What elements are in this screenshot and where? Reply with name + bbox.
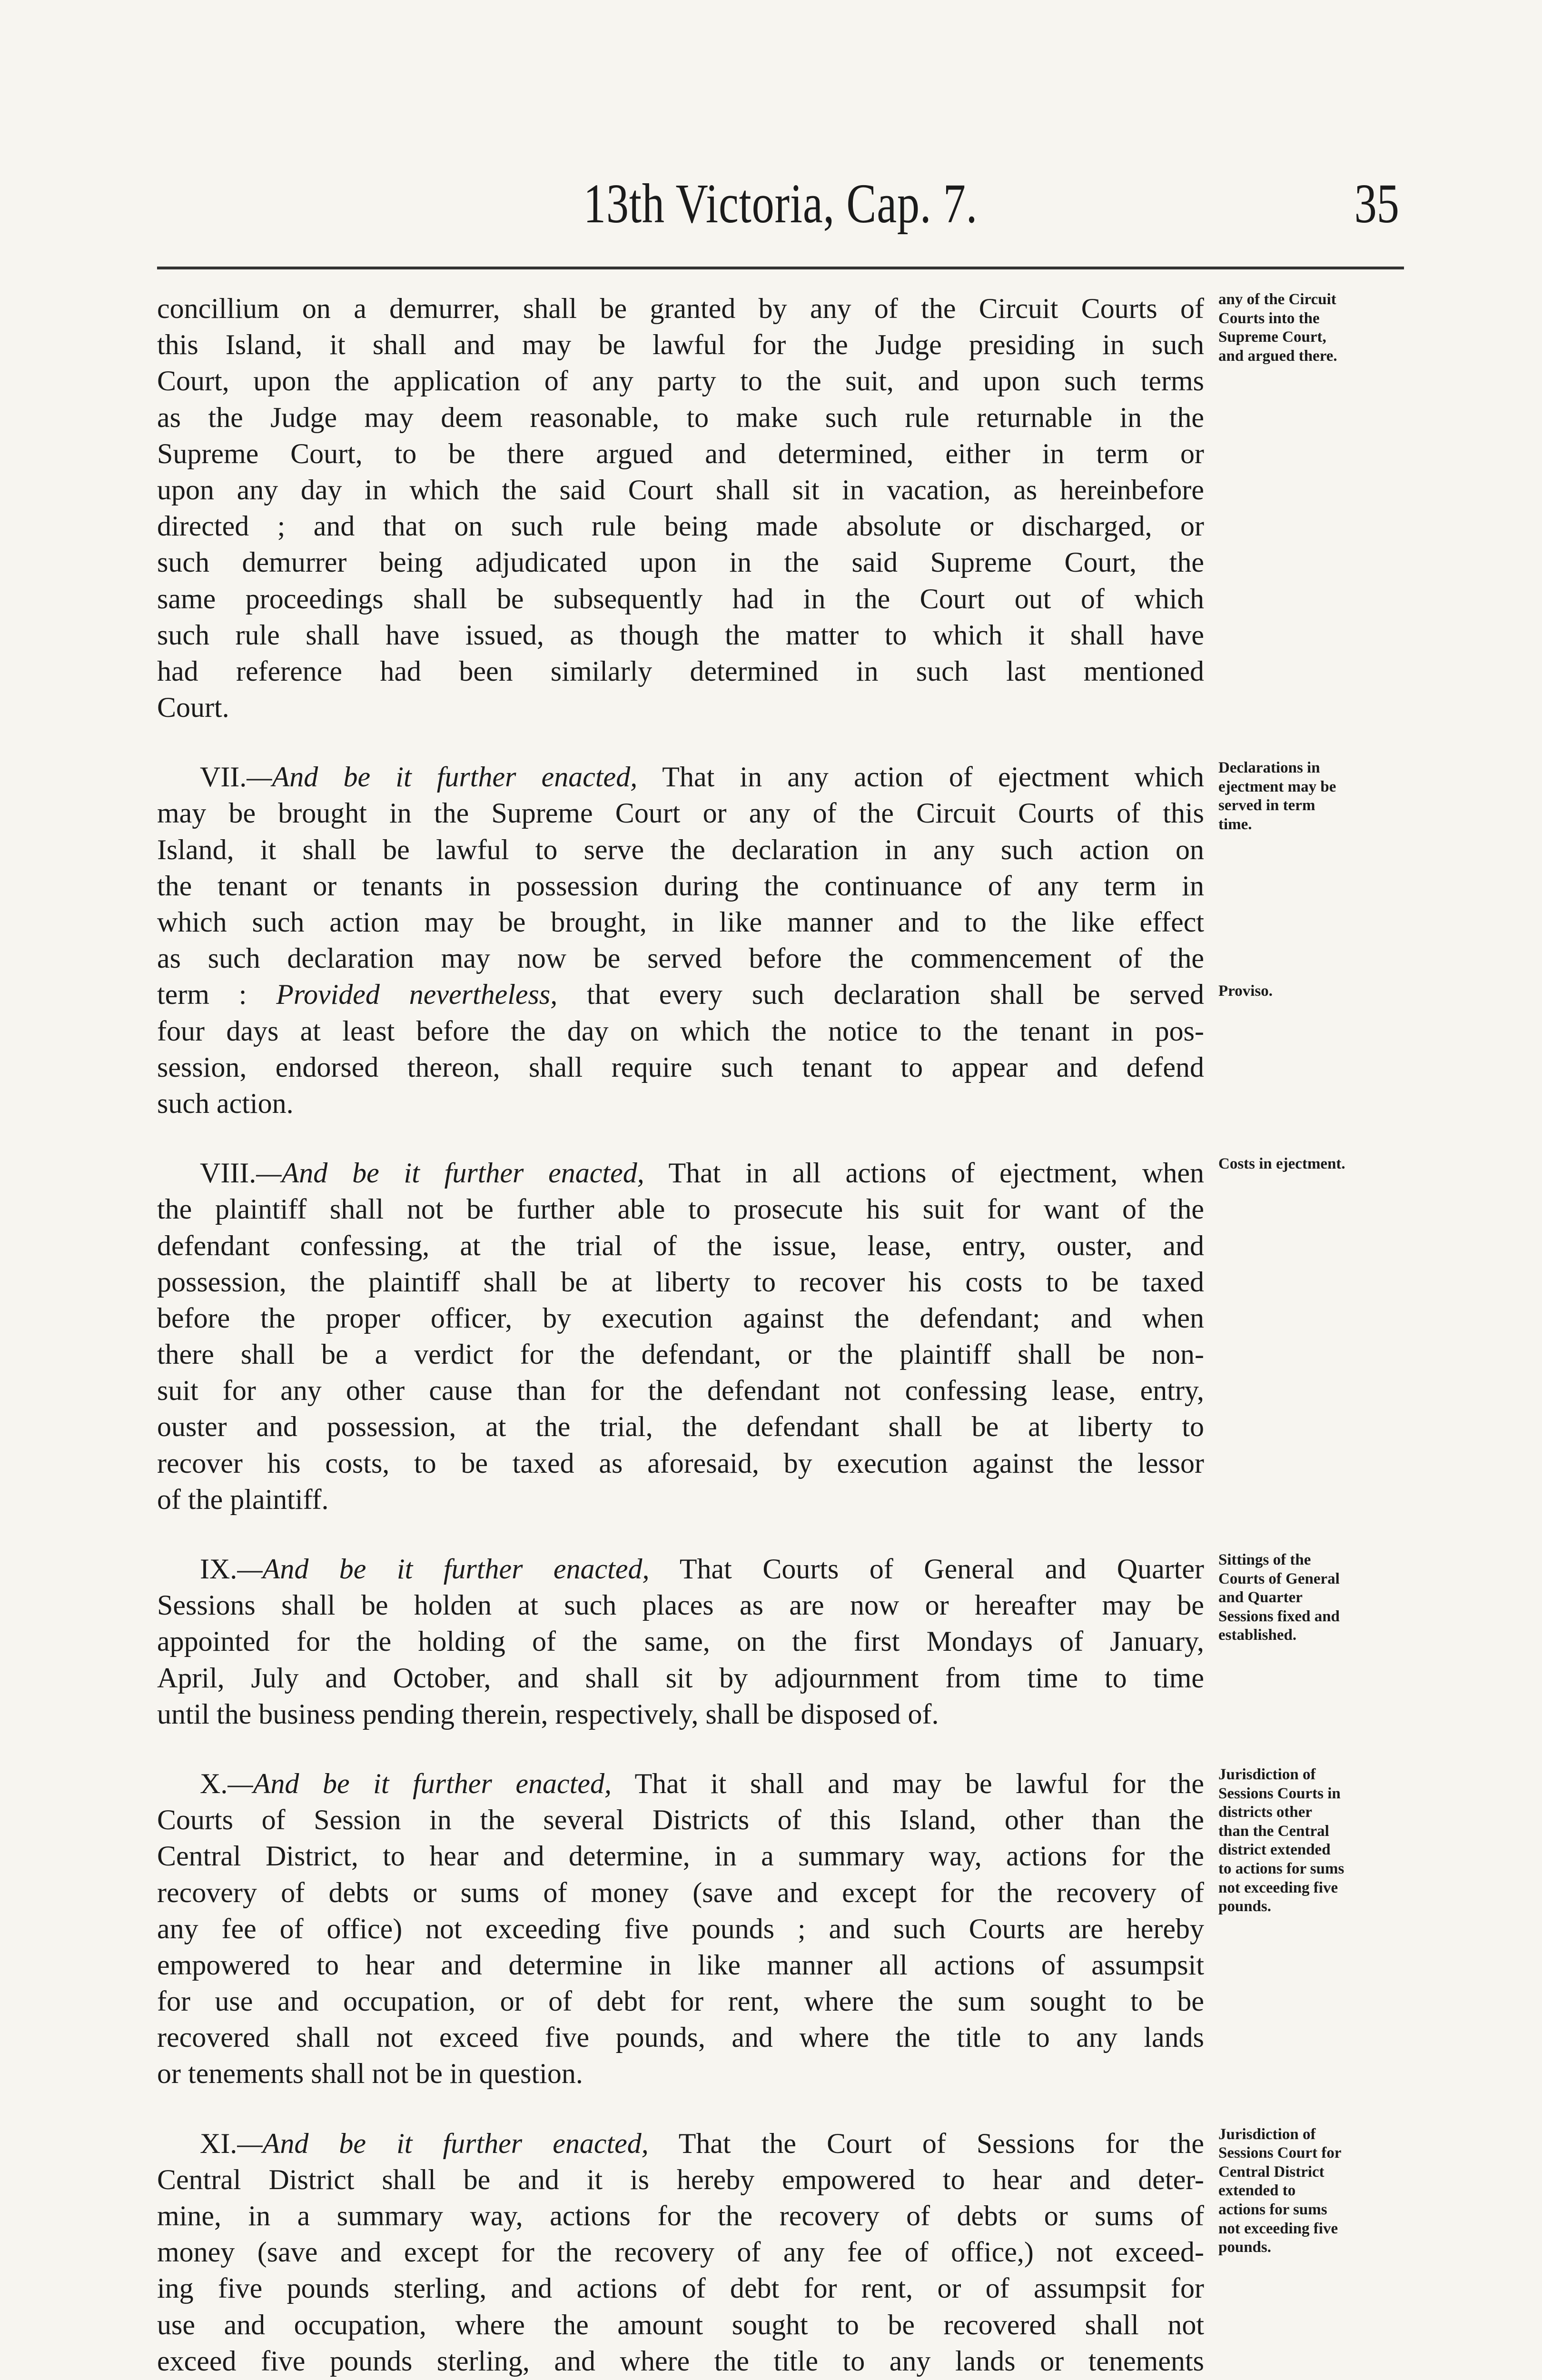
text-line: Courts of Session in the several Districts of this Island, other than the [157,1804,1204,1836]
margin-note-line: and Quarter [1218,1589,1303,1606]
section-numeral: XI. [200,2127,237,2159]
margin-note-proviso [1218,982,1418,1001]
text-line: recovery of debts or sums of money (save and except for the recovery of [157,1876,1204,1908]
section-first-line [157,759,1204,795]
margin-note-line: Declarations in [1218,759,1320,777]
line-text: That in all actions of ejectment, when [644,1157,1205,1189]
margin-note-line: and argued there. [1218,347,1337,365]
page-number: 35 [1354,172,1399,235]
margin-note-line: to actions for sums [1218,1860,1344,1877]
text-line: Island, it shall be lawful to serve the declaration in any such action on [157,833,1204,865]
text-line: appointed for the holding of the same, on the first Mondays of January, [157,1626,1204,1657]
text-line: any fee of office) not exceeding five pounds ; and such Courts are hereby [157,1913,1204,1944]
section-text [157,1765,1204,2092]
line-text: That it shall and may be lawful for the [611,1767,1204,1799]
text-line: upon any day in which the said Court shall sit in vacation, as hereinbefore [157,474,1204,506]
section-numeral: X. [200,1767,228,1799]
text-line: ing five pounds sterling, and actions of debt for rent, or of assumpsit for [157,2272,1204,2304]
margin-note-line: established. [1218,1626,1297,1644]
text-line: Court. [157,692,229,724]
text-line: April, July and October, and shall sit by adjournment from time to time [157,1662,1204,1694]
text-line: money (save and except for the recovery of any fee of office,) not exceed- [157,2236,1204,2268]
header-rule [157,267,1404,269]
section-text [157,1155,1204,1517]
text-line: recover his costs, to be taxed as aforesaid, by execution against the lessor [157,1447,1204,1479]
margin-note [1218,1551,1418,1645]
margin-note-line: districts other [1218,1804,1313,1821]
text-line: or tenements shall not be in question. [157,2058,583,2090]
text-line: suit for any other cause than for the defendant not confessing lease, entry, [157,1375,1204,1407]
margin-note-line: Central District [1218,2163,1325,2181]
text-line: such action. [157,1087,294,1119]
line-text: That Courts of General and Quarter [649,1553,1205,1585]
margin-note [1218,2125,1418,2257]
margin-note-line: Courts of General [1218,1570,1340,1587]
text-line: Central District shall be and it is hereby empowered to hear and deter- [157,2163,1204,2195]
line-text: That in any action of ejectment which [637,761,1205,793]
section-text [157,2125,1204,2380]
margin-note-line: Costs in ejectment. [1218,1155,1345,1173]
margin-note-line: district extended [1218,1841,1331,1859]
margin-note-line: ejectment may be [1218,778,1336,795]
statute-body [157,290,1409,2380]
text-line: this Island, it shall and may be lawful for the Judge presiding in such [157,329,1204,361]
margin-note-line: pounds. [1218,2239,1272,2256]
margin-note-line: Jurisdiction of [1218,2125,1316,2143]
text-line: Sessions shall be holden at such places as are now or hereafter may be [157,1589,1204,1621]
section-x [157,1765,1409,2092]
text-line: may be brought in the Supreme Court or any of the Circuit Courts of this [157,797,1204,829]
enacting-phrase: —And be it further enacted, [247,761,638,793]
section-numeral: VIII. [200,1157,257,1189]
text-line: same proceedings shall be subsequently had in the Court out of which [157,583,1204,615]
section-cont [157,290,1409,725]
margin-note [1218,759,1418,834]
section-viii [157,1155,1409,1517]
margin-note [1218,1155,1418,1174]
proviso-phrase: Provided nevertheless, [276,979,558,1011]
line-text: term : [157,979,277,1011]
section-first-line [157,1155,1204,1191]
margin-note-line: pounds. [1218,1898,1272,1915]
section-text [157,1551,1204,1732]
text-line: session, endorsed thereon, shall require such tenant to appear and defend [157,1051,1204,1083]
enacting-phrase: —And be it further enacted, [237,1553,650,1585]
text-line: four days at least before the day on which the notice to the tenant in pos- [157,1015,1204,1047]
margin-note-line: served in term [1218,797,1315,814]
text-line: until the business pending therein, respectively, shall be disposed of. [157,1698,939,1730]
text-line: which such action may be brought, in like manner and to the like effect [157,906,1204,938]
text-line: exceed five pounds sterling, and where the title to any lands or tenements [157,2345,1204,2377]
text-line: Court, upon the application of any party to the suit, and upon such terms [157,365,1204,397]
text-line: possession, the plaintiff shall be at liberty to recover his costs to be taxed [157,1266,1204,1298]
section-text [157,759,1204,1121]
text-line: for use and occupation, or of debt for rent, where the sum sought to be [157,1985,1204,2017]
text-line: such demurrer being adjudicated upon in the said Supreme Court, the [157,546,1204,578]
text-line: mine, in a summary way, actions for the recovery of debts or sums of [157,2200,1204,2231]
margin-note-line: Sessions Court for [1218,2144,1342,2162]
margin-note-line: Jurisdiction of [1218,1765,1316,1783]
section-first-line [157,1551,1204,1587]
running-head [162,171,1399,243]
margin-note-line: extended to [1218,2182,1296,2200]
margin-note [1218,290,1418,366]
margin-note-line: Supreme Court, [1218,328,1326,346]
text-line: directed ; and that on such rule being made absolute or discharged, or [157,510,1204,542]
section-first-line [157,2125,1204,2162]
margin-note [1218,1765,1418,1916]
text-line: Supreme Court, to be there argued and determined, either in term or [157,437,1204,469]
section-vii [157,759,1409,1121]
margin-note-line: Sittings of the [1218,1551,1311,1568]
section-text [157,290,1204,725]
text-line: Central District, to hear and determine, in a summary way, actions for the [157,1840,1204,1872]
text-line: use and occupation, where the amount sought to be recovered shall not [157,2309,1204,2340]
margin-note-line: Sessions fixed and [1218,1607,1340,1625]
text-line: as such declaration may now be served before the commencement of the [157,942,1204,974]
text-line: the tenant or tenants in possession during the continuance of any term in [157,870,1204,902]
margin-note-line: than the Central [1218,1822,1329,1840]
margin-note-line: any of the Circuit [1218,291,1336,308]
text-line: the plaintiff shall not be further able to prosecute his suit for want of the [157,1193,1204,1225]
section-numeral: VII. [200,761,247,793]
margin-note-line: actions for sums [1218,2201,1327,2218]
text-line: recovered shall not exceed five pounds, and where the title to any lands [157,2022,1204,2053]
text-line: concillium on a demurrer, shall be granted by any of the Circuit Courts of [157,293,1204,324]
section-ix [157,1551,1409,1732]
enacting-phrase: —And be it further enacted, [227,1767,612,1799]
line-text: that every such declaration shall be served [557,979,1205,1011]
text-line: ouster and possession, at the trial, the defendant shall be at liberty to [157,1411,1204,1443]
line-text: That the Court of Sessions for the [648,2127,1204,2159]
enacting-phrase: —And be it further enacted, [237,2127,649,2159]
enacting-phrase: —And be it further enacted, [256,1157,644,1189]
text-line: as the Judge may deem reasonable, to make such rule returnable in the [157,401,1204,433]
margin-note-line: Sessions Courts in [1218,1785,1341,1802]
text-line: of the plaintiff. [157,1483,329,1515]
text-line: such rule shall have issued, as though the matter to which it shall have [157,619,1204,651]
section-xi [157,2125,1409,2380]
text-line: had reference had been similarly determined in such last mentioned [157,655,1204,687]
margin-note-line: Courts into the [1218,309,1320,327]
margin-note-line: time. [1218,816,1252,833]
margin-note-line: not exceeding five [1218,2220,1338,2237]
text-line: defendant confessing, at the trial of the issue, lease, entry, ouster, and [157,1230,1204,1261]
running-title: 13th Victoria, Cap. 7. [583,172,978,235]
text-line: there shall be a verdict for the defendant, or the plaintiff shall be non- [157,1339,1204,1370]
section-first-line [157,1765,1204,1802]
section-numeral: IX. [200,1553,237,1585]
margin-note-line: Proviso. [1218,982,1273,1000]
proviso-line [157,976,1204,1012]
margin-note-line: not exceeding five [1218,1879,1338,1896]
text-line: empowered to hear and determine in like manner all actions of assumpsit [157,1949,1204,1981]
text-line: before the proper officer, by execution against the defendant; and when [157,1302,1204,1334]
